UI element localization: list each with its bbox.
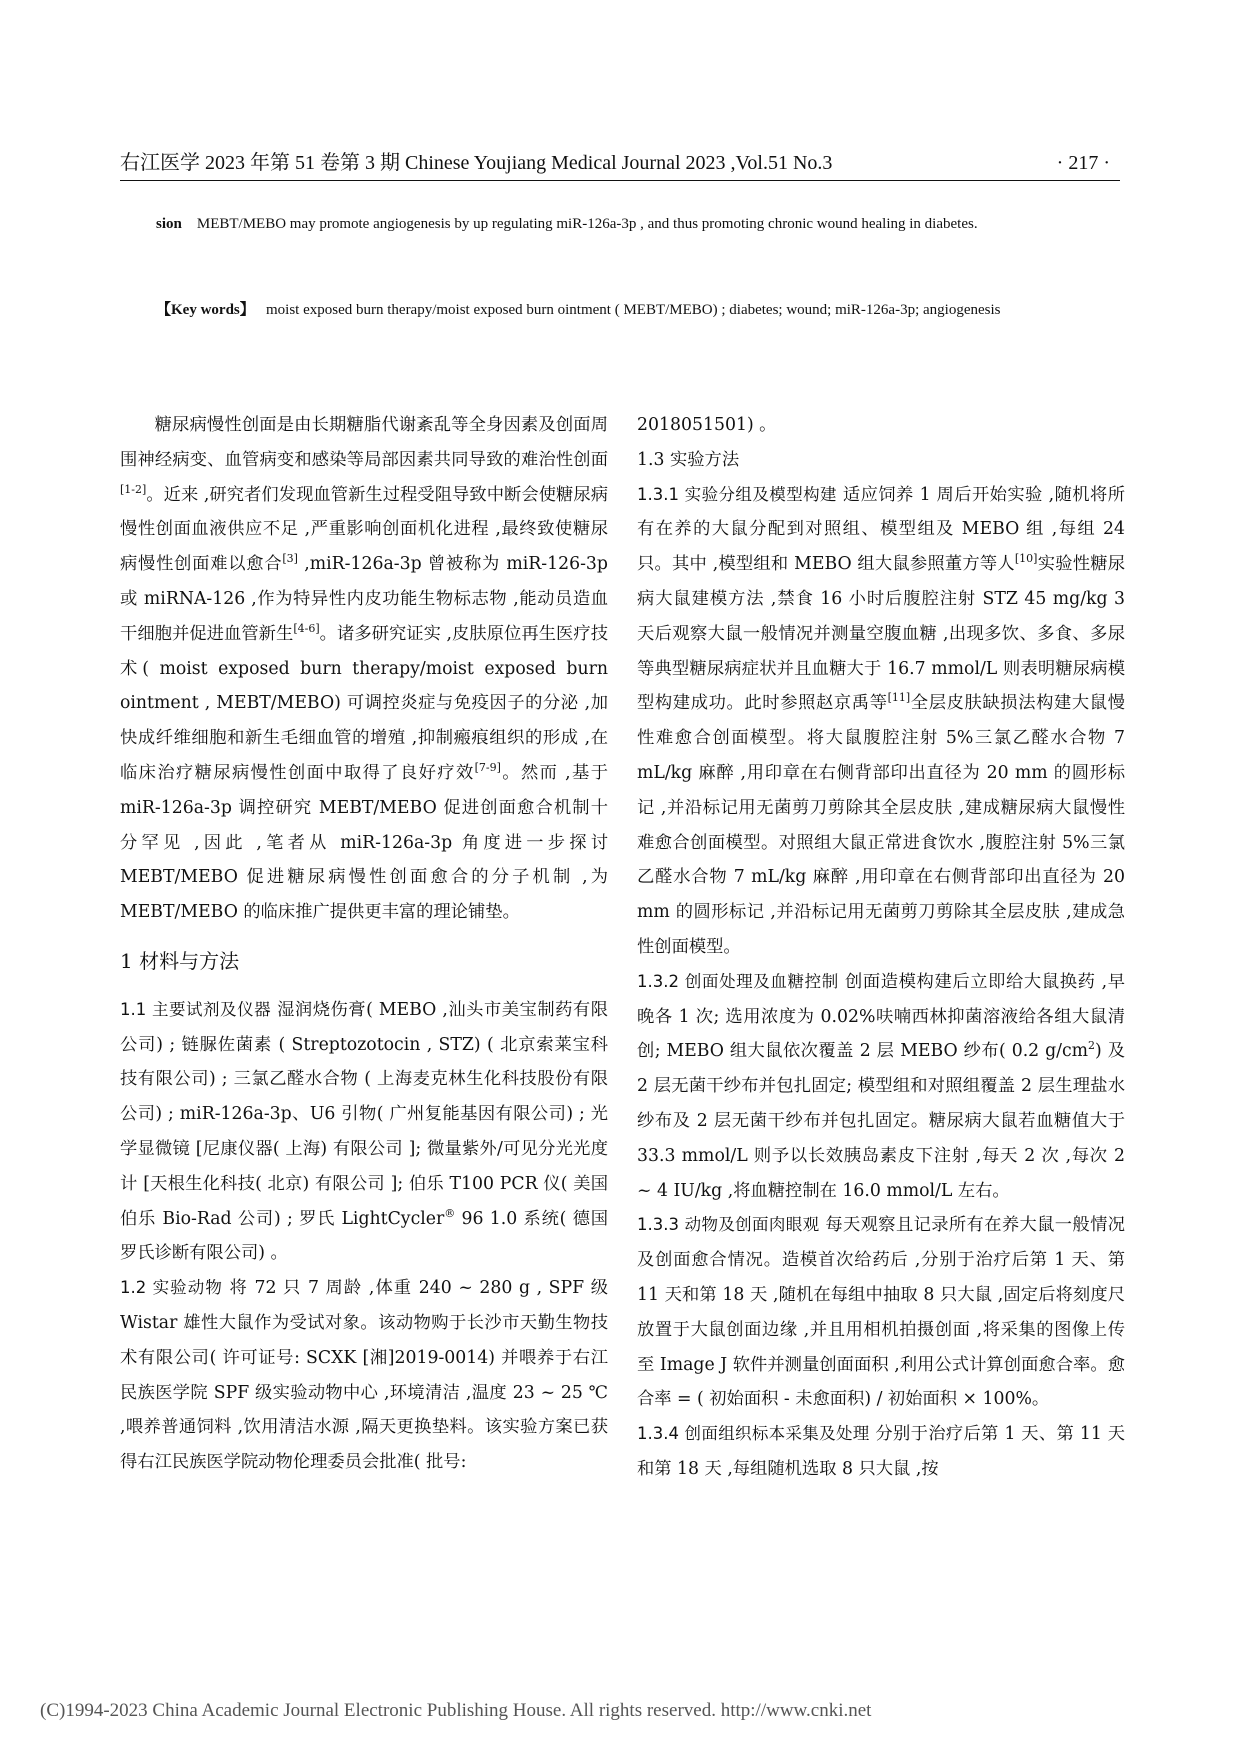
superscript: 2 <box>1088 1039 1096 1053</box>
section-1-3-2-text-b: ) 及 2 层无菌干纱布并包扎固定; 模型组和对照组覆盖 2 层生理盐水纱布及 2 层无菌干纱布并包扎固定。糖尿病大鼠若血糖值大于 33.3 mmol/L 则予以长效胰岛素皮下注射 ,每天 2 次 ,每次 2 ~ 4 IU/kg ,将血糖控制在 16.0 mmol/L 左右。 <box>637 1041 1125 1201</box>
section-1-3-1-text-a: 适应饲养 1 周后开始实验 ,随机将所有在养的大鼠分配到对照组、模型组及 MEBO 组 ,每组 24 只。其中 ,模型组和 MEBO 组大鼠参照董方等人 <box>637 484 1125 575</box>
section-1-3-4-body: 分别于治疗后第 1 天、第 11 天和第 18 天 ,每组随机选取 8 只大鼠 ,按 <box>637 1424 1125 1479</box>
intro-paragraph <box>120 408 608 930</box>
registered-mark: ® <box>444 1206 456 1220</box>
footer-copyright: (C)1994-2023 China Academic Journal Electronic Publishing House. All rights reserved. http://www.cnki.net <box>40 1700 872 1721</box>
citation-ref: [1-2] <box>120 482 147 496</box>
section-1-2-body: 将 72 只 7 周龄 ,体重 240 ~ 280 g , SPF 级 Wistar 雄性大鼠作为受试对象。该动物购于长沙市天勤生物技术有限公司( 许可证号: SCXK [湘]2019-0014) 并喂养于右江民族医学院 SPF 级实验动物中心 ,环境清洁 ,温度 23 ~ 25 ℃ ,喂养普通饲料 ,饮用清洁水源 ,隔天更换垫料。该实验方案已获得右江民族医学院动物伦理委员会批准( 批号: <box>120 1278 608 1473</box>
section-1-3-1-text-c: 全层皮肤缺损法构建大鼠慢性难愈合创面模型。将大鼠腹腔注射 5%三氯乙醛水合物 7 mL/kg 麻醉 ,用印章在右侧背部印出直径为 20 mm 的圆形标记 ,并沿标记用无菌剪刀剪除其全层皮肤 ,建成糖尿病大鼠慢性难愈合创面模型。对照组大鼠正常进食饮水 ,腹腔注射 5%三氯乙醛水合物 7 mL/kg 麻醉 ,用印章在右侧背部印出直径为 20 mm 的圆形标记 ,并沿标记用无菌剪刀剪除其全层皮肤 ,建成急性创面模型。 <box>637 693 1125 957</box>
section-1-1 <box>120 993 608 1271</box>
right-column <box>637 408 1125 1487</box>
section-1-3-1-text-b: 实验性糖尿病大鼠建模方法 ,禁食 16 小时后腹腔注射 STZ 45 mg/kg 3 天后观察大鼠一般情况并测量空腹血糖 ,出现多饮、多食、多尿等典型糖尿病症状并且血糖大于 16.7 mmol/L 则表明糖尿病模型构建成功。此时参照赵京禹等 <box>637 554 1125 714</box>
intro-text-1: 糖尿病慢性创面是由长期糖脂代谢紊乱等全身因素及创面周围神经病变、血管病变和感染等局部因素共同导致的难治性创面 <box>120 415 608 470</box>
intro-text-3: ,miR-126a-3p 曾被称为 miR-126-3p 或 miRNA-126 ,作为特异性内皮功能生物标志物 ,能动员造血干细胞并促进血管新生 <box>120 554 608 644</box>
section-1-3-3 <box>637 1208 1125 1417</box>
citation-ref: [7-9] <box>474 761 501 775</box>
keywords-block <box>156 294 1086 326</box>
abstract-text: MEBT/MEBO may promote angiogenesis by up regulating miR-126a-3p , and thus promoting chronic wound healing in diabetes. <box>196 216 978 232</box>
running-header <box>120 150 1120 181</box>
section-1-3-2 <box>637 965 1125 1209</box>
section-1-2-heading: 1.2 实验动物 <box>120 1278 223 1298</box>
citation-ref: [4-6] <box>293 622 320 636</box>
section-1-3-title: 1.3 实验方法 <box>637 449 740 470</box>
section-1-2 <box>120 1271 608 1480</box>
intro-text-5: 。然而 ,基于 miR-126a-3p 调控研究 MEBT/MEBO 促进创面愈合机制十分罕见 ,因此 ,笔者从 miR-126a-3p 角度进一步探讨 MEBT/MEBO 促进糖尿病慢性创面愈合的分子机制 ,为 MEBT/MEBO 的临床推广提供更丰富的理论铺垫。 <box>120 762 608 923</box>
keywords-text: moist exposed burn therapy/moist exposed burn ointment ( MEBT/MEBO) ; diabetes; wound; miR-126a-3p; angiogenesis <box>266 302 1001 318</box>
abstract-conclusion-tail <box>156 208 1086 240</box>
page-number: · 217 · <box>1056 152 1110 174</box>
intro-text-4: 。诸多研究证实 ,皮肤原位再生医疗技术( moist exposed burn therapy/moist exposed burn ointment , MEBT/MEBO) 可调控炎症与免疫因子的分泌 ,加快成纤维细胞和新生毛细血管的增殖 ,抑制瘢痕组织的形成 ,在临床治疗糖尿病慢性创面中取得了良好疗效 <box>120 623 608 783</box>
keywords-label: 【Key words】 <box>156 302 255 318</box>
section-1-1-heading: 1.1 主要试剂及仪器 <box>120 999 272 1019</box>
section-1-3-4-heading: 1.3.4 创面组织标本采集及处理 <box>637 1424 870 1444</box>
section-1-1-body: 湿润烧伤膏( MEBO ,汕头市美宝制药有限公司) ; 链脲佐菌素 ( Streptozotocin , STZ) ( 北京索莱宝科技有限公司) ; 三氯乙醛水合物 ( 上海麦克林生化科技股份有限公司) ; miR-126a-3p、U6 引物( 广州复能基因有限公司) ; 光学显微镜 [尼康仪器( 上海) 有限公司 ]; 微量紫外/可见分光光度计 [天根生化科技( 北京) 有限公司 ]; 伯乐 T100 PCR 仪( 美国伯乐 Bio-Rad 公司) ; 罗氏 LightCycler <box>120 999 608 1229</box>
section-1-3-3-body: 每天观察且记录所有在养大鼠一般情况及创面愈合情况。造模首次给药后 ,分别于治疗后第 1 天、第 11 天和第 18 天 ,随机在每组中抽取 8 只大鼠 ,固定后将刻度尺放置于大鼠创面边缘 ,并且用相机拍摄创面 ,将采集的图像上传至 Image J 软件并测量创面面积 ,利用公式计算创面愈合率。愈合率 = ( 初始面积 - 未愈面积) / 初始面积 × 100%。 <box>637 1215 1125 1410</box>
intro-text-2: 。近来 ,研究者们发现血管新生过程受阻导致中断会使糖尿病慢性创面血液供应不足 ,严重影响创面机化进程 ,最终致使糖尿病慢性创面难以愈合 <box>120 484 608 575</box>
citation-ref: [10] <box>1014 552 1038 566</box>
journal-citation-header: 右江医学 2023 年第 51 卷第 3 期 Chinese Youjiang Medical Journal 2023 ,Vol.51 No.3 <box>120 152 833 174</box>
section-1-3-1-heading: 1.3.1 实验分组及模型构建 <box>637 484 837 504</box>
section-1-3-2-text-a: 创面造模构建后立即给大鼠换药 ,早晚各 1 次; 选用浓度为 0.02%呋喃西林抑菌溶液给各组大鼠清创; MEBO 组大鼠依次覆盖 2 层 MEBO 纱布( 0.2 g/cm <box>637 971 1126 1062</box>
section-1-3-1 <box>637 478 1125 965</box>
left-column <box>120 408 608 1480</box>
section-1-3-4 <box>637 1417 1125 1487</box>
approval-number-cont: 2018051501) 。 <box>637 415 777 435</box>
citation-ref: [3] <box>282 552 298 566</box>
abstract-label: sion <box>156 216 182 232</box>
section-1-3-3-heading: 1.3.3 动物及创面肉眼观 <box>637 1215 820 1235</box>
section-1-1-tail: 96 1.0 系统( 德国罗氏诊断有限公司) 。 <box>120 1208 608 1264</box>
citation-ref: [11] <box>887 691 911 705</box>
section-1-3-2-heading: 1.3.2 创面处理及血糖控制 <box>637 971 839 991</box>
section-1-title: 1 材料与方法 <box>120 948 240 973</box>
